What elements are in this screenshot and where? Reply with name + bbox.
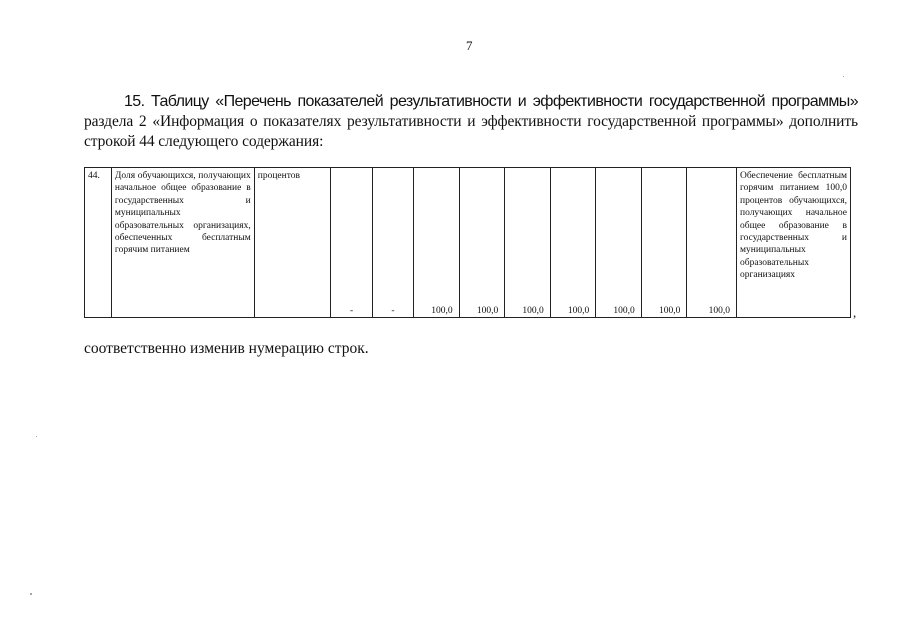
footer-text: соответственно изменив нумерацию строк. xyxy=(84,340,369,357)
value-cell-1: - xyxy=(331,168,372,318)
amendment-paragraph xyxy=(84,92,858,152)
note-cell: Обеспечение бесплатным горячим питанием 100,0 процентов обучающихся, получающих начальное общее образование в государственных и муниципальных образовательных организациях xyxy=(736,168,850,318)
amendment-paragraph-prefix: 15. Таблицу «Перечень показателей результативности и эффективности государственной программы» xyxy=(124,93,858,110)
value-cell-7: 100,0 xyxy=(596,168,642,318)
value-cell-3: 100,0 xyxy=(414,168,460,318)
page-number: 7 xyxy=(466,38,473,53)
indicator-table-row xyxy=(84,167,851,318)
value-cell-9: 100,0 xyxy=(687,168,737,318)
value-cell-4: 100,0 xyxy=(459,168,505,318)
value-cell-2: - xyxy=(372,168,413,318)
table-row xyxy=(85,168,851,318)
value-cell-5: 100,0 xyxy=(505,168,551,318)
value-cell-8: 100,0 xyxy=(641,168,687,318)
amendment-paragraph-suffix: раздела 2 «Информация о показателях результативности и эффективности государственной программы» дополнить строкой 44 следующего содержания: xyxy=(84,113,858,150)
indicator-name-cell: Доля обучающихся, получающих начальное общее образование в государственных и муниципальных образовательных организациях, обеспеченных бесплатным горячим питанием xyxy=(111,168,254,318)
closing-comma: , xyxy=(853,305,857,320)
scan-speck xyxy=(36,436,37,437)
scan-speck xyxy=(843,76,844,77)
value-cell-6: 100,0 xyxy=(550,168,596,318)
scan-speck xyxy=(30,593,32,595)
row-number-cell: 44. xyxy=(85,168,112,318)
unit-cell: процентов xyxy=(254,168,331,318)
